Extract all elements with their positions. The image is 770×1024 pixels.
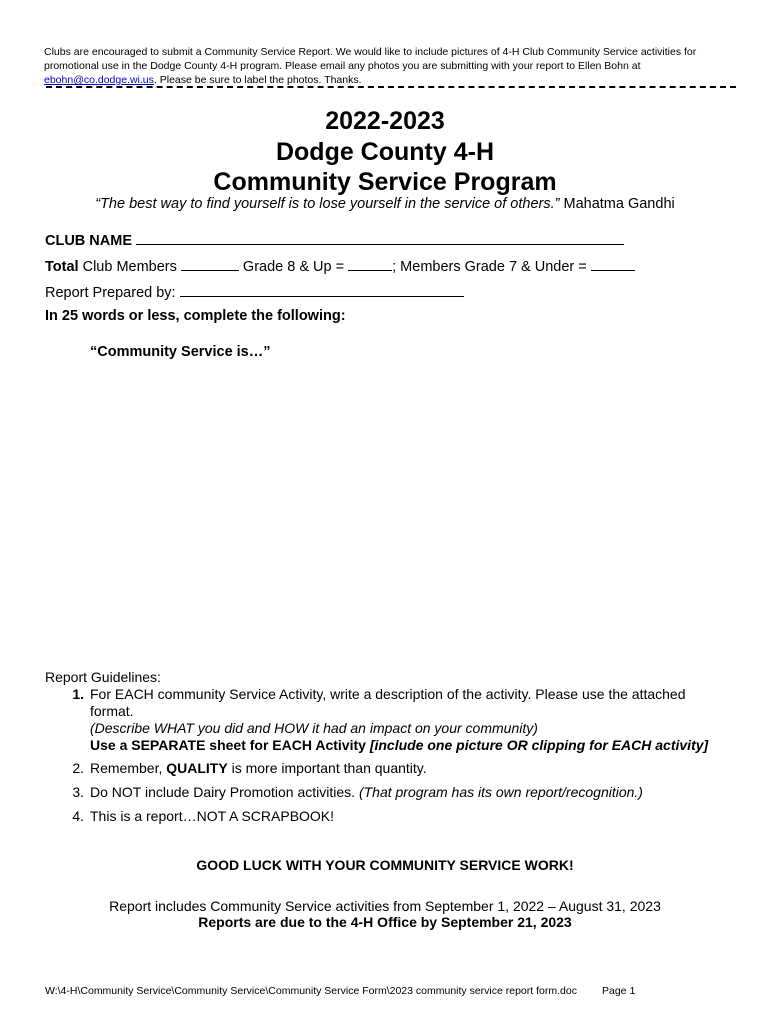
guideline-1-bold-italic: [include one picture OR clipping for EACH activity]: [369, 737, 709, 753]
title-county: Dodge County 4-H: [275, 138, 495, 166]
guideline-3: [45, 784, 735, 801]
intro-paragraph: [44, 45, 734, 87]
guideline-1: [45, 686, 735, 754]
guideline-2-pre: Remember,: [90, 760, 167, 776]
guideline-3-italic: (That program has its own report/recognition.): [358, 784, 643, 800]
guideline-4: [45, 808, 735, 825]
guideline-3-text: Do NOT include Dairy Promotion activities.: [90, 784, 359, 800]
guideline-1-num: 1.: [72, 686, 84, 702]
guideline-1-text: For EACH community Service Activity, write a description of the activity. Please use the attached format.: [90, 686, 686, 719]
club-members-field[interactable]: [181, 256, 239, 271]
guideline-4-text: This is a report…NOT A SCRAPBOOK!: [90, 808, 335, 824]
dashed-divider: [46, 86, 736, 88]
intro-line-3-rest: . Please be sure to label the photos. Thanks.: [153, 74, 362, 86]
prepared-by-field[interactable]: [180, 282, 464, 297]
guideline-2-bold: QUALITY: [166, 760, 228, 776]
club-name-line: [45, 230, 624, 250]
intro-line-2: promotional use in the Dodge County 4-H program. Please email any photos you are submitting with your report to Ellen Bohn at: [44, 60, 641, 72]
guideline-1-note: (Describe WHAT you did and HOW it had an impact on your community): [90, 720, 538, 736]
guideline-1-bold: Use a SEPARATE sheet for EACH Activity: [90, 737, 370, 753]
words-instruction: In 25 words or less, complete the following:: [45, 308, 346, 324]
answer-area[interactable]: [90, 370, 730, 660]
community-service-prompt: “Community Service is…”: [90, 344, 271, 360]
guideline-3-num: 3.: [72, 784, 84, 800]
quote-text: “The best way to find yourself is to lose yourself in the service of others.”: [95, 196, 560, 212]
intro-line-3: [44, 73, 734, 87]
club-name-field[interactable]: [136, 230, 624, 245]
grade8-label: Grade 8 & Up =: [238, 259, 349, 275]
guideline-3-body: [90, 784, 710, 801]
grade7-field[interactable]: [591, 256, 635, 271]
guideline-1-body: [90, 686, 710, 754]
members-line: [45, 256, 635, 276]
guideline-2-post: is more important than quantity.: [227, 760, 427, 776]
footer-page-number: Page 1: [602, 985, 636, 997]
club-members-label: Club Members: [78, 259, 181, 275]
grade8-field[interactable]: [348, 256, 392, 271]
report-due-date: Reports are due to the 4-H Office by September 21, 2023: [198, 914, 572, 930]
quote: [0, 196, 770, 212]
footer-file-path: W:\4-H\Community Service\Community Service\Community Service Form\2023 community service report form.doc: [45, 985, 577, 997]
title-program: Community Service Program: [213, 168, 557, 196]
grade7-label: ; Members Grade 7 & Under =: [392, 259, 591, 275]
guideline-4-num: 4.: [72, 808, 84, 824]
prepared-by-label: Report Prepared by:: [45, 285, 180, 301]
title-year: 2022-2023: [325, 107, 445, 135]
intro-line-1: Clubs are encouraged to submit a Community Service Report. We would like to include pictures of 4-H Club Community Service activities for: [44, 46, 697, 58]
guideline-2-num: 2.: [72, 760, 84, 776]
report-date-range: Report includes Community Service activities from September 1, 2022 – August 31, 2023: [109, 898, 661, 914]
guidelines-heading: Report Guidelines:: [45, 669, 161, 685]
guideline-2: [45, 760, 735, 777]
prepared-by-line: [45, 282, 464, 302]
good-luck-heading: GOOD LUCK WITH YOUR COMMUNITY SERVICE WORK!: [196, 857, 574, 873]
club-name-label: CLUB NAME: [45, 233, 132, 249]
guideline-2-body: [90, 760, 710, 777]
quote-author: Mahatma Gandhi: [559, 196, 675, 212]
email-link[interactable]: ebohn@co.dodge.wi.us: [44, 74, 154, 86]
total-label: Total: [45, 259, 79, 275]
